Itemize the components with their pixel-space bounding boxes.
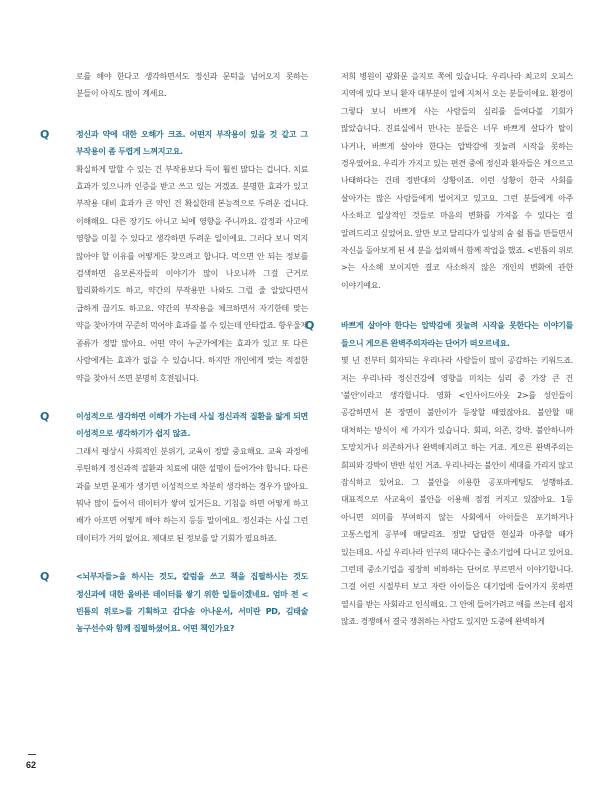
question-marker: Q xyxy=(40,570,50,584)
right-intro-paragraph: 저희 병원이 광화문 을지로 쪽에 있습니다. 우리나라 최고의 오피스 지역에 있다 보니 환자 대부분이 일에 지쳐서 오는 분들이에요. 환경이 그렇다 보니 바쁘게 사는 사람들의 심리를 들여다볼 기회가 많았습니다. 진료실에서 만나는 분들은 너무 바쁘게 살다가 탈이 나거나, 바쁘게 살아야 한다는 압박감에 짓눌려 시작을 못하는 경우였어요. 우리가 가지고 있는 편견 중에 정신과 환자들은 게으르고 나태하다는 건데 정반대의 상황이죠. 이런 상황이 한국 사회를 살아가는 많은 사람들에게 벌어지고 있고요. 그런 분들에게 아주 사소하고 일상적인 것들로 마음의 변화를 가져올 수 있다는 걸 알려드리고 싶었어요. 앞만 보고 달리다가 일상의 숨 쉴 틈을 만들면서 자신을 돌아보게 된 세 분을 섭외해서 함께 작업을 했죠. <빈틈의 위로>는 사소해 보이지만 결코 사소하지 않은 개인의 변화에 관한 이야기예요. xyxy=(341,72,573,290)
left-column xyxy=(40,68,308,638)
answer-2: 그래서 평상시 사회적인 분위기, 교육이 정말 중요해요. 교육 과정에 루틴하게 정신과적 질환과 치료에 대한 설명이 들어가야 합니다. 다른 과를 보면 문제가 생기면 이성적으로 차분히 생각하는 경우가 많아요. 뭐낙 많이 들어서 데이터가 쌓여 있거든요. 기침을 하면 어떻게 하고 배가 아프면 어떻게 해야 하는지 등등 말이에요. 정신과는 사실 그런 데이터가 거의 없어요. 제대로 된 정보를 알 기회가 필요하죠. xyxy=(76,446,308,543)
question-2: 이성적으로 생각하면 이해가 가는데 사실 정신과적 질환을 앓게 되면 이성적으로 생각하기가 쉽지 않죠. xyxy=(76,411,308,439)
right-column xyxy=(305,68,573,631)
qa-block-4 xyxy=(305,317,573,630)
left-intro-paragraph: 로를 해야 한다고 생각하면서도 정신과 문턱을 넘어오지 못하는 분들이 아직도 많이 계세요. xyxy=(76,72,308,99)
question-marker: Q xyxy=(305,319,315,333)
question-marker: Q xyxy=(40,409,50,423)
page-number: 62 xyxy=(26,760,37,770)
page-number-rule xyxy=(28,754,36,755)
qa-block-3 xyxy=(40,568,308,638)
answer-1: 확실하게 말할 수 있는 건 부작용보다 득이 훨씬 많다는 겁니다. 치료 효과가 있으니까 인증을 받고 쓰고 있는 거겠죠. 분명한 효과가 있고 부작용 대비 효과가 큰 약인 건 확실한데 본능적으로 두려운 겁니다. 이해해요. 다른 장기도 아니고 뇌에 영향을 주니까요. 감정과 사고에 영향을 미칠 수 있다고 생각하면 두려운 일이에요. 그러다 보니 먹지 않아야 할 이유를 어떻게든 찾으려고 합니다. 먹으면 안 되는 정보를 검색하면 음모론자들의 이야기가 많이 나오니까 그걸 근거로 합리화하기도 하고, 약간의 부작용만 나와도 그럴 줄 알았다면서 급하게 끊기도 하고요. 약간의 부작용을 체크하면서 자기한테 맞는 약을 찾아가며 꾸준히 먹어야 효과를 볼 수 있는데 안타깝죠. 항우울제 종류가 정말 많아요. 어떤 약이 누군가에게는 효과가 있고 또 다른 사람에게는 효과가 없을 수 있습니다. 하지만 개인에게 맞는 적절한 약을 찾아서 쓰면 분명히 호전됩니다. xyxy=(76,164,308,383)
question-1: 정신과 약에 대한 오해가 크죠. 어떤지 부작용이 있을 것 같고 그 부작용이 좀 두렵게 느껴지고요. xyxy=(76,129,308,157)
question-4: 바쁘게 살아야 한다는 압박감에 짓눌려 시작을 못한다는 이야기를 들으니 게으른 완벽주의자라는 단어가 떠오르네요. xyxy=(341,321,573,348)
qa-block-2 xyxy=(40,408,308,547)
qa-block-1 xyxy=(40,126,308,387)
question-3: <뇌부자들>을 하시는 것도, 칼럼을 쓰고 책을 집필하시는 것도 정신과에 대한 올바른 데이터를 쌓기 위한 일들이겠네요. 엄마 전 <빈틈의 위로>를 기획하고 감다솜 아나운서, 서미란 PD, 김태술 농구선수와 함께 집필하셨어요. 어떤 책인가요? xyxy=(76,572,308,634)
answer-4: 몇 년 전부터 회자되는 우리나라 사람들이 많이 공감하는 키워드죠. 저는 우리나라 정신건강에 영향을 미치는 심리 중 가장 큰 건 '불안'이라고 생각합니다. 영화 <인사이드아웃 2>를 성인들이 공감하면서 본 장면이 불안이가 등장할 때였잖아요. 불안할 때 대처하는 방식이 세 가지가 있습니다. 회피, 의존, 강박. 불안하니까 도망치거나 의존하거나 완벽해지려고 하는 거죠. 게으른 완벽주의는 회피와 강박이 반반 섞인 거죠. 우리나라는 불안이 세대를 가리지 않고 잠식하고 있어요. 그 불안을 이용한 공포마케팅도 성행하죠. 대표적으로 사교육이 불안을 이용해 점점 커지고 있잖아요. 1등 아니면 의미를 부여하지 않는 사회에서 아이들은 포기하거나 고통스럽게 공부에 매달리죠. 정말 답답한 현실과 마주할 때가 있는데요. 사실 우리나라 인구의 대다수는 중소기업에 다니고 있어요. 그런데 중소기업을 굉장히 비하하는 단어로 부르면서 이야기합니다. 그걸 어린 시절부터 보고 자란 아이들은 대기업에 들어가지 못하면 열시를 받는 사회라고 인식해요. 그 안에 들어가려고 애를 쓰는데 쉽지 않죠. 경쟁해서 결국 쟁취하는 사람도 있지만 도중에 완벽하게 xyxy=(341,356,573,627)
question-marker: Q xyxy=(40,127,50,141)
